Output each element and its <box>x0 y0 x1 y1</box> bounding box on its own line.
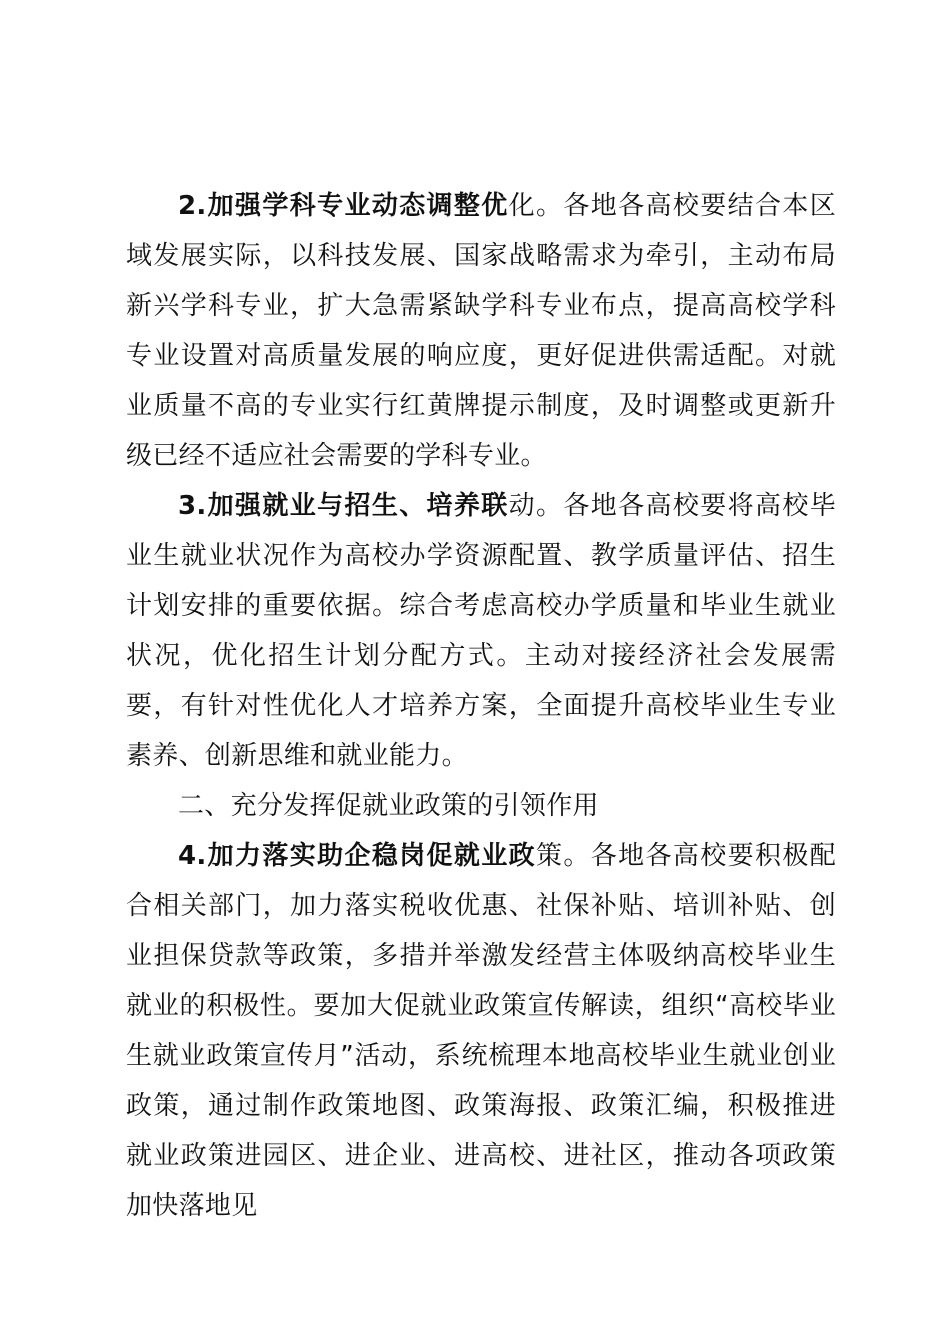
section-heading-2 <box>126 781 836 831</box>
paragraph-4-heading: 4.加力落实助企稳岗促就业政 <box>178 841 537 871</box>
document-body <box>126 181 836 1231</box>
paragraph-3 <box>126 481 836 781</box>
paragraph-3-heading: 3.加强就业与招生、培养联 <box>178 491 509 521</box>
paragraph-2-heading: 2.加强学科专业动态调整优 <box>178 191 509 221</box>
paragraph-2 <box>126 181 836 481</box>
paragraph-4-text: 策。各地各高校要积极配合相关部门，加力落实税收优惠、社保补贴、培训补贴、创业担保贷款等政策，多措并举激发经营主体吸纳高校毕业生就业的积极性。要加大促就业政策宣传解读，组织“高校毕业生就业政策宣传月”活动，系统梳理本地高校毕业生就业创业政策，通过制作政策地图、政策海报、政策汇编，积极推进就业政策进园区、进企业、进高校、进社区，推动各项政策加快落地见 <box>126 841 836 1221</box>
section-heading-2-text: 二、充分发挥促就业政策的引领作用 <box>178 791 599 821</box>
paragraph-2-text: 化。各地各高校要结合本区域发展实际，以科技发展、国家战略需求为牵引，主动布局新兴学科专业，扩大急需紧缺学科专业布点，提高高校学科专业设置对高质量发展的响应度，更好促进供需适配。对就业质量不高的专业实行红黄牌提示制度，及时调整或更新升级已经不适应社会需要的学科专业。 <box>126 191 836 471</box>
paragraph-3-text: 动。各地各高校要将高校毕业生就业状况作为高校办学资源配置、教学质量评估、招生计划安排的重要依据。综合考虑高校办学质量和毕业生就业状况，优化招生计划分配方式。主动对接经济社会发展需要，有针对性优化人才培养方案，全面提升高校毕业生专业素养、创新思维和就业能力。 <box>126 491 836 771</box>
paragraph-4 <box>126 831 836 1231</box>
